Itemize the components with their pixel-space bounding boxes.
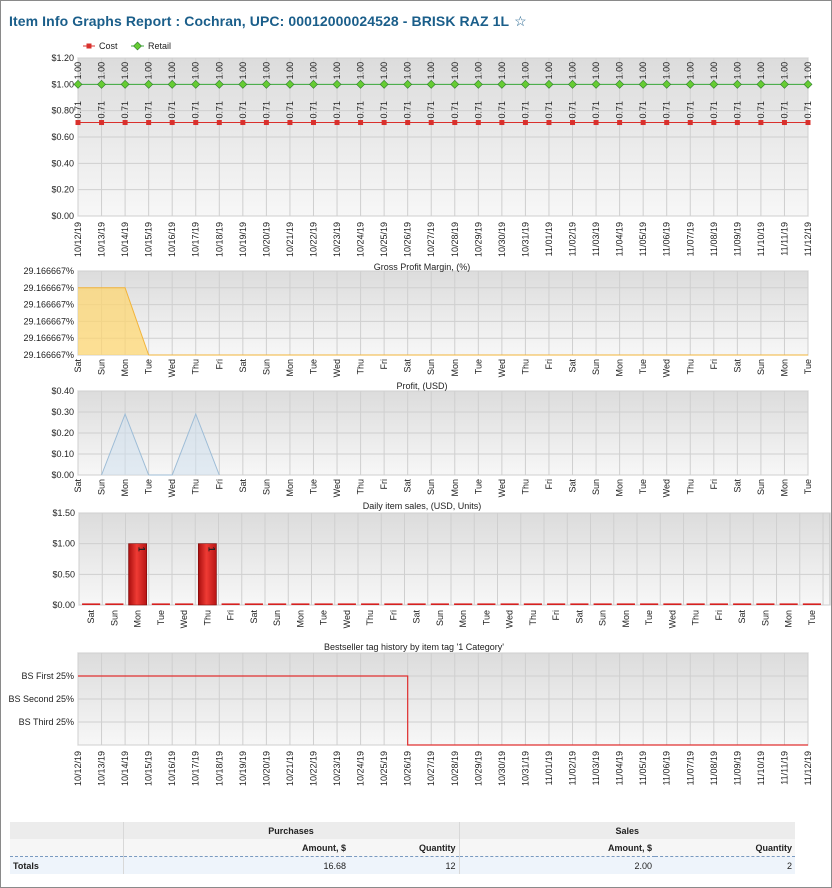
retail-data-label: 1.00 (332, 61, 343, 80)
sales-x-tick-label: Tue (155, 610, 166, 626)
price-x-tick-label: 11/12/19 (803, 222, 813, 257)
sales-x-tick-label: Wed (667, 610, 678, 629)
totals-label: Totals (10, 857, 123, 875)
cost-data-label: 0.71 (214, 100, 225, 119)
sales-x-tick-label: Tue (481, 610, 492, 626)
margin-x-tick-label: Tue (143, 359, 154, 375)
cost-data-label: 0.71 (591, 100, 602, 119)
purchases-header: Purchases (123, 822, 459, 839)
profit-chart-title: Profit, (USD) (396, 381, 448, 391)
retail-data-label: 1.00 (449, 61, 460, 80)
margin-x-tick-label: Sun (96, 359, 107, 376)
price-x-tick-label: 10/24/19 (355, 222, 366, 258)
summary-table (10, 822, 795, 874)
cost-data-label: 0.71 (379, 100, 390, 119)
retail-data-label: 1.00 (402, 61, 413, 80)
price-y-tick-label: $0.20 (51, 184, 74, 195)
bestseller-x-tick-label: 10/16/19 (167, 751, 178, 787)
sales-quantity-header: Quantity (655, 839, 795, 857)
bestseller-x-tick-label: 10/19/19 (237, 751, 248, 787)
cost-data-label: 0.71 (543, 100, 554, 119)
cost-data-label: 0.71 (143, 100, 154, 119)
profit-x-tick-label: Mon (284, 479, 295, 497)
price-x-tick-label: 10/25/19 (379, 222, 390, 258)
profit-x-tick-label: Fri (379, 479, 390, 490)
retail-data-label: 1.00 (591, 61, 602, 80)
sales-amount-header: Amount, $ (459, 839, 655, 857)
summary-blank-header (10, 822, 123, 839)
price-y-tick-label: $1.00 (51, 79, 74, 90)
profit-x-tick-label: Fri (214, 479, 225, 490)
retail-data-label: 1.00 (708, 61, 719, 80)
margin-x-tick-label: Wed (661, 359, 672, 378)
price-x-tick-label: 10/28/19 (449, 222, 460, 258)
retail-data-label: 1.00 (73, 61, 83, 80)
profit-x-tick-label: Sun (426, 479, 437, 496)
bestseller-x-tick-label: 10/27/19 (426, 751, 437, 787)
retail-data-label: 1.00 (614, 61, 625, 80)
margin-x-tick-label: Sat (402, 359, 413, 373)
bestseller-x-tick-label: 11/08/19 (708, 751, 719, 786)
bestseller-x-tick-label: 11/04/19 (614, 751, 625, 786)
retail-data-label: 1.00 (520, 61, 531, 80)
sales-x-tick-label: Mon (295, 610, 306, 628)
profit-x-tick-label: Fri (708, 479, 719, 490)
sales-x-tick-label: Fri (551, 610, 562, 621)
price-y-tick-label: $1.20 (51, 53, 74, 63)
bestseller-y-tick-label: BS First 25% (21, 671, 74, 681)
price-x-tick-label: 10/15/19 (143, 222, 154, 258)
cost-data-label: 0.71 (308, 100, 319, 119)
sales-x-tick-label: Tue (318, 610, 329, 626)
cost-data-label: 0.71 (520, 100, 531, 119)
margin-x-tick-label: Sun (591, 359, 602, 376)
cost-data-label: 0.71 (355, 100, 366, 119)
margin-x-tick-label: Wed (167, 359, 178, 378)
profit-x-tick-label: Wed (496, 479, 507, 498)
profit-x-tick-label: Mon (449, 479, 460, 497)
retail-data-label: 1.00 (308, 61, 319, 80)
margin-y-tick-label: 29.166667% (23, 282, 74, 293)
sales-quantity-value: 2 (655, 857, 795, 875)
sales-x-tick-label: Fri (388, 610, 399, 621)
profit-x-tick-label: Mon (614, 479, 625, 497)
margin-x-tick-label: Thu (520, 359, 531, 375)
retail-data-label: 1.00 (473, 61, 484, 80)
price-x-tick-label: 11/10/19 (755, 222, 766, 257)
profit-y-tick-label: $0.10 (51, 449, 74, 459)
price-x-tick-label: 11/07/19 (685, 222, 696, 257)
sales-x-tick-label: Thu (527, 610, 538, 626)
bestseller-x-tick-label: 11/01/19 (543, 751, 554, 786)
sales-x-tick-label: Sun (434, 610, 445, 627)
price-x-tick-label: 11/06/19 (661, 222, 672, 257)
cost-data-label: 0.71 (567, 100, 578, 119)
profit-x-tick-label: Thu (190, 479, 201, 495)
sales-x-tick-label: Sat (411, 610, 422, 624)
price-x-tick-label: 10/22/19 (308, 222, 319, 258)
margin-x-tick-label: Mon (284, 359, 295, 377)
purchases-quantity-value: 12 (349, 857, 459, 875)
retail-data-label: 1.00 (779, 61, 790, 80)
margin-x-tick-label: Tue (638, 359, 649, 375)
price-y-tick-label: $0.60 (51, 132, 74, 142)
retail-data-label: 1.00 (685, 61, 696, 80)
margin-x-tick-label: Sat (237, 359, 248, 373)
profit-x-tick-label: Tue (143, 479, 154, 495)
bestseller-x-tick-label: 10/22/19 (308, 751, 319, 787)
price-x-tick-label: 10/19/19 (237, 222, 248, 258)
sales-x-tick-label: Sat (737, 610, 748, 624)
profit-x-tick-label: Tue (803, 479, 813, 495)
cost-data-label: 0.71 (755, 100, 766, 119)
retail-data-label: 1.00 (661, 61, 672, 80)
margin-x-tick-label: Fri (708, 359, 719, 370)
margin-x-tick-label: Sat (567, 359, 578, 373)
bestseller-x-tick-label: 11/07/19 (685, 751, 696, 786)
retail-data-label: 1.00 (426, 61, 437, 80)
sales-x-tick-label: Mon (132, 610, 143, 628)
profit-y-tick-label: $0.00 (51, 470, 74, 480)
cost-data-label: 0.71 (332, 100, 343, 119)
bestseller-x-tick-label: 11/12/19 (803, 751, 813, 786)
cost-data-label: 0.71 (661, 100, 672, 119)
page-title: Item Info Graphs Report : Cochran, UPC: 00012000024528 - BRISK RAZ 1L (9, 13, 510, 29)
margin-x-tick-label: Fri (214, 359, 225, 370)
sales-x-tick-label: Sun (272, 610, 283, 627)
price-x-tick-label: 11/04/19 (614, 222, 625, 257)
profit-x-tick-label: Sun (591, 479, 602, 496)
margin-x-tick-label: Tue (803, 359, 813, 375)
bestseller-x-tick-label: 11/02/19 (567, 751, 578, 786)
price-x-tick-label: 10/31/19 (520, 222, 531, 258)
sales-x-tick-label: Mon (458, 610, 469, 628)
price-x-tick-label: 11/03/19 (591, 222, 602, 257)
cost-data-label: 0.71 (190, 100, 201, 119)
bestseller-x-tick-label: 11/10/19 (755, 751, 766, 786)
price-x-tick-label: 10/23/19 (332, 222, 343, 258)
profit-x-tick-label: Mon (779, 479, 790, 497)
cost-data-label: 0.71 (708, 100, 719, 119)
sales-x-tick-label: Wed (504, 610, 515, 629)
bestseller-x-tick-label: 11/05/19 (638, 751, 649, 786)
profit-x-tick-label: Fri (543, 479, 554, 490)
bestseller-x-tick-label: 10/12/19 (73, 751, 83, 787)
price-x-tick-label: 10/16/19 (167, 222, 178, 258)
margin-x-tick-label: Mon (779, 359, 790, 377)
retail-data-label: 1.00 (638, 61, 649, 80)
retail-data-label: 1.00 (261, 61, 272, 80)
sales-x-tick-label: Sun (597, 610, 608, 627)
margin-y-tick-label: 29.166667% (23, 316, 74, 327)
purchases-amount-header: Amount, $ (123, 839, 349, 857)
retail-data-label: 1.00 (120, 61, 131, 80)
margin-x-tick-label: Sun (261, 359, 272, 376)
cost-data-label: 0.71 (638, 100, 649, 119)
price-x-tick-label: 10/13/19 (96, 222, 107, 258)
cost-data-label: 0.71 (779, 100, 790, 119)
margin-x-tick-label: Mon (614, 359, 625, 377)
cost-data-label: 0.71 (96, 100, 107, 119)
sales-y-tick-label: $1.50 (52, 508, 75, 518)
margin-x-tick-label: Wed (332, 359, 343, 378)
retail-data-label: 1.00 (732, 61, 743, 80)
profit-x-tick-label: Sun (96, 479, 107, 496)
margin-x-tick-label: Fri (379, 359, 390, 370)
price-y-tick-label: $0.40 (51, 158, 74, 169)
sales-x-tick-label: Wed (341, 610, 352, 629)
price-x-tick-label: 11/05/19 (638, 222, 649, 257)
bestseller-x-tick-label: 10/29/19 (473, 751, 484, 787)
margin-x-tick-label: Thu (190, 359, 201, 375)
margin-y-tick-label: 29.166667% (23, 299, 74, 310)
price-x-tick-label: 10/18/19 (214, 222, 225, 258)
sales-header: Sales (459, 822, 795, 839)
retail-data-label: 1.00 (143, 61, 154, 80)
sales-bar-label: 1 (136, 546, 147, 552)
profit-x-tick-label: Thu (355, 479, 366, 495)
retail-data-label: 1.00 (803, 61, 813, 80)
totals-row (10, 857, 795, 875)
profit-x-tick-label: Sat (567, 479, 578, 493)
cost-data-label: 0.71 (473, 100, 484, 119)
retail-data-label: 1.00 (96, 61, 107, 80)
bestseller-chart-title: Bestseller tag history by item tag '1 Category' (323, 642, 505, 652)
price-x-tick-label: 11/02/19 (567, 222, 578, 257)
price-x-tick-label: 11/11/19 (779, 222, 790, 256)
profit-x-tick-label: Wed (167, 479, 178, 498)
margin-x-tick-label: Sat (73, 359, 83, 373)
bestseller-x-tick-label: 10/31/19 (520, 751, 531, 787)
sales-x-tick-label: Sat (574, 610, 585, 624)
sales-x-tick-label: Mon (620, 610, 631, 628)
margin-x-tick-label: Mon (120, 359, 131, 377)
retail-data-label: 1.00 (190, 61, 201, 80)
retail-data-label: 1.00 (214, 61, 225, 80)
margin-y-tick-label: 29.166667% (23, 333, 74, 344)
profit-x-tick-label: Tue (473, 479, 484, 495)
retail-data-label: 1.00 (167, 61, 178, 80)
price-x-tick-label: 10/14/19 (120, 222, 131, 258)
star-outline-icon[interactable]: ☆ (514, 13, 527, 29)
cost-data-label: 0.71 (426, 100, 437, 119)
retail-data-label: 1.00 (284, 61, 295, 80)
bestseller-x-tick-label: 10/23/19 (332, 751, 343, 787)
price-x-tick-label: 11/01/19 (543, 222, 554, 257)
profit-x-tick-label: Wed (661, 479, 672, 498)
margin-x-tick-label: Thu (685, 359, 696, 375)
sales-x-tick-label: Tue (644, 610, 655, 626)
retail-data-label: 1.00 (379, 61, 390, 80)
summary-group-header (10, 822, 795, 839)
bestseller-x-tick-label: 10/13/19 (96, 751, 107, 787)
cost-data-label: 0.71 (237, 100, 248, 119)
summary-blank-subheader (10, 839, 123, 857)
cost-data-label: 0.71 (449, 100, 460, 119)
bestseller-x-tick-label: 10/18/19 (214, 751, 225, 787)
margin-y-tick-label: 29.166667% (23, 350, 74, 360)
profit-x-tick-label: Sun (261, 479, 272, 496)
bestseller-x-tick-label: 10/14/19 (120, 751, 131, 787)
bestseller-x-tick-label: 11/03/19 (591, 751, 602, 786)
cost-data-label: 0.71 (614, 100, 625, 119)
margin-x-tick-label: Sun (755, 359, 766, 376)
sales-x-tick-label: Thu (365, 610, 376, 626)
sales-x-tick-label: Mon (783, 610, 794, 628)
price-x-tick-label: 10/12/19 (73, 222, 83, 258)
bestseller-x-tick-label: 11/06/19 (661, 751, 672, 786)
cost-data-label: 0.71 (120, 100, 131, 119)
price-x-tick-label: 10/27/19 (426, 222, 437, 258)
margin-x-tick-label: Mon (449, 359, 460, 377)
profit-x-tick-label: Tue (308, 479, 319, 495)
margin-x-tick-label: Sun (426, 359, 437, 376)
price-x-tick-label: 10/17/19 (190, 222, 201, 258)
profit-y-tick-label: $0.30 (51, 407, 74, 417)
margin-x-tick-label: Tue (308, 359, 319, 375)
sales-x-tick-label: Fri (225, 610, 236, 621)
bestseller-x-tick-label: 10/15/19 (143, 751, 154, 787)
bestseller-y-tick-label: BS Second 25% (8, 694, 74, 704)
sales-x-tick-label: Thu (690, 610, 701, 626)
sales-chart-title: Daily item sales, (USD, Units) (362, 501, 482, 511)
sales-y-tick-label: $0.00 (52, 600, 75, 610)
bestseller-x-tick-label: 10/30/19 (496, 751, 507, 787)
sales-x-tick-label: Fri (713, 610, 724, 621)
profit-x-tick-label: Thu (520, 479, 531, 495)
retail-data-label: 1.00 (496, 61, 507, 80)
bestseller-x-tick-label: 10/28/19 (449, 751, 460, 787)
profit-x-tick-label: Mon (120, 479, 131, 497)
legend-cost-label: Cost (99, 41, 118, 51)
summary-column-header (10, 839, 795, 857)
bestseller-x-tick-label: 10/24/19 (355, 751, 366, 787)
sales-x-tick-label: Sat (86, 610, 97, 624)
margin-x-tick-label: Tue (473, 359, 484, 375)
retail-data-label: 1.00 (355, 61, 366, 80)
profit-x-tick-label: Sun (755, 479, 766, 496)
sales-x-tick-label: Tue (806, 610, 817, 626)
margin-x-tick-label: Thu (355, 359, 366, 375)
bestseller-y-tick-label: BS Third 25% (18, 717, 74, 727)
bestseller-x-tick-label: 10/21/19 (284, 751, 295, 787)
sales-bar-label: 1 (206, 546, 217, 552)
sales-x-tick-label: Thu (202, 610, 213, 626)
profit-y-tick-label: $0.40 (51, 386, 74, 396)
sales-y-tick-label: $1.00 (52, 538, 75, 549)
cost-data-label: 0.71 (496, 100, 507, 119)
bestseller-x-tick-label: 11/11/19 (779, 751, 790, 785)
purchases-amount-value: 16.68 (123, 857, 349, 875)
price-x-tick-label: 11/08/19 (708, 222, 719, 257)
bestseller-x-tick-label: 10/20/19 (261, 751, 272, 787)
cost-data-label: 0.71 (732, 100, 743, 119)
price-x-tick-label: 11/09/19 (732, 222, 743, 257)
margin-x-tick-label: Sat (732, 359, 743, 373)
cost-data-label: 0.71 (284, 100, 295, 119)
price-x-tick-label: 10/21/19 (284, 222, 295, 258)
margin-x-tick-label: Wed (496, 359, 507, 378)
sales-x-tick-label: Sat (248, 610, 259, 624)
sales-x-tick-label: Sun (109, 610, 120, 627)
profit-x-tick-label: Thu (685, 479, 696, 495)
profit-x-tick-label: Sat (402, 479, 413, 493)
cost-data-label: 0.71 (73, 100, 83, 119)
cost-data-label: 0.71 (261, 100, 272, 119)
bestseller-x-tick-label: 11/09/19 (732, 751, 743, 786)
sales-x-tick-label: Wed (179, 610, 190, 629)
profit-x-tick-label: Sat (732, 479, 743, 493)
price-x-tick-label: 10/29/19 (473, 222, 484, 258)
cost-data-label: 0.71 (685, 100, 696, 119)
sales-amount-value: 2.00 (459, 857, 655, 875)
retail-data-label: 1.00 (237, 61, 248, 80)
bestseller-x-tick-label: 10/26/19 (402, 751, 413, 787)
margin-y-tick-label: 29.166667% (23, 266, 74, 276)
sales-x-tick-label: Sun (760, 610, 771, 627)
retail-data-label: 1.00 (543, 61, 554, 80)
price-y-tick-label: $0.00 (51, 211, 74, 221)
profit-y-tick-label: $0.20 (51, 428, 74, 438)
purchases-quantity-header: Quantity (349, 839, 459, 857)
bestseller-x-tick-label: 10/25/19 (379, 751, 390, 787)
price-x-tick-label: 10/26/19 (402, 222, 413, 258)
profit-x-tick-label: Tue (638, 479, 649, 495)
margin-chart-title: Gross Profit Margin, (%) (373, 262, 471, 272)
bestseller-x-tick-label: 10/17/19 (190, 751, 201, 787)
cost-data-label: 0.71 (167, 100, 178, 119)
price-x-tick-label: 10/20/19 (261, 222, 272, 258)
legend-retail-label: Retail (148, 41, 172, 51)
profit-x-tick-label: Sat (237, 479, 248, 493)
price-x-tick-label: 10/30/19 (496, 222, 507, 258)
sales-y-tick-label: $0.50 (52, 569, 75, 580)
margin-x-tick-label: Fri (543, 359, 554, 370)
profit-x-tick-label: Wed (332, 479, 343, 498)
cost-data-label: 0.71 (402, 100, 413, 119)
retail-data-label: 1.00 (567, 61, 578, 80)
retail-data-label: 1.00 (755, 61, 766, 80)
profit-x-tick-label: Sat (73, 479, 83, 493)
cost-data-label: 0.71 (803, 100, 813, 119)
price-y-tick-label: $0.80 (51, 105, 74, 116)
